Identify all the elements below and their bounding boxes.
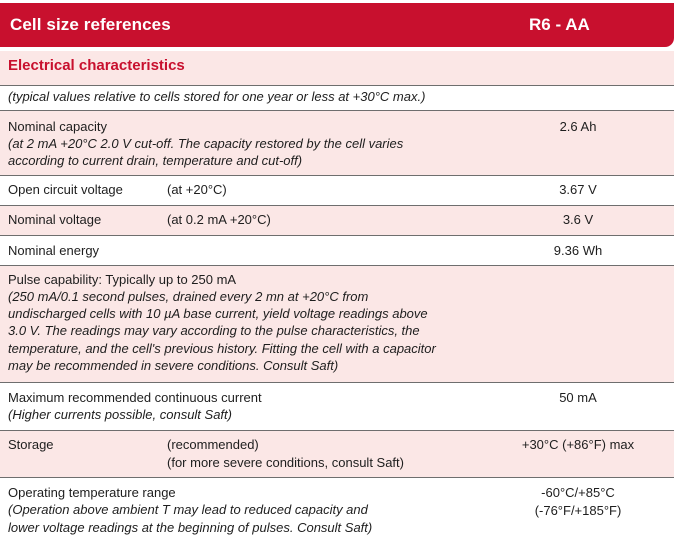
pulse-detail: may be recommended in severe conditions. Consult Saft) — [8, 358, 339, 373]
row-open-circuit-voltage — [0, 175, 674, 205]
pulse-detail: (250 mA/0.1 second pulses, drained every 2 mn at +20°C from — [8, 289, 369, 304]
energy-value: 9.36 Wh — [553, 243, 603, 258]
voltage-label: Nominal voltage — [8, 212, 102, 227]
energy-label: Nominal energy — [8, 243, 100, 258]
header-bar — [0, 3, 674, 47]
row-nominal-capacity — [0, 110, 674, 175]
section-title: Electrical characteristics — [8, 57, 185, 74]
row-nominal-voltage — [0, 205, 674, 235]
header-reference: R6 - AA — [529, 15, 590, 34]
row-operating-temperature — [0, 477, 674, 554]
row-max-current — [0, 382, 674, 430]
storage-condition: (recommended) — [167, 437, 259, 452]
storage-label: Storage — [8, 437, 54, 452]
voltage-condition: (at 0.2 mA +20°C) — [167, 212, 271, 227]
pulse-detail: 3.0 V. The readings may vary according to the pulse characteristics, the — [8, 323, 420, 338]
storage-condition: (for more severe conditions, consult Saft) — [167, 455, 404, 470]
capacity-detail: according to current drain, temperature and cut-off) — [8, 153, 303, 168]
storage-value: +30°C (+86°F) max — [521, 437, 635, 452]
row-pulse-capability — [0, 265, 674, 382]
op-temp-label: Operating temperature range — [8, 485, 176, 500]
capacity-value: 2.6 Ah — [559, 119, 597, 134]
max-current-detail: (Higher currents possible, consult Saft) — [8, 407, 232, 422]
capacity-detail: (at 2 mA +20°C 2.0 V cut-off. The capacity restored by the cell varies — [8, 136, 404, 151]
max-current-label: Maximum recommended continuous current — [8, 390, 262, 405]
max-current-value: 50 mA — [559, 390, 597, 405]
ocv-label: Open circuit voltage — [8, 182, 123, 197]
row-nominal-energy — [0, 235, 674, 265]
pulse-detail: undischarged cells with 10 µA base current, yield voltage readings above — [8, 306, 428, 321]
header-title: Cell size references — [10, 15, 171, 34]
capacity-label: Nominal capacity — [8, 119, 107, 134]
pulse-detail: temperature, and the cell's previous history. Fitting the cell with a capacitor — [8, 341, 436, 356]
note-row — [0, 85, 674, 110]
section-header — [0, 51, 674, 85]
voltage-value: 3.6 V — [562, 212, 594, 227]
op-temp-value: -60°C/+85°C — [541, 485, 615, 500]
pulse-label: Pulse capability: Typically up to 250 mA — [8, 272, 237, 287]
op-temp-value: (-76°F/+185°F) — [534, 503, 622, 518]
op-temp-detail: (Operation above ambient T may lead to reduced capacity and — [8, 502, 368, 517]
op-temp-detail: lower voltage readings at the beginning of pulses. Consult Saft) — [8, 520, 373, 535]
row-storage — [0, 430, 674, 477]
note-text: (typical values relative to cells stored for one year or less at +30°C max.) — [8, 89, 426, 104]
ocv-condition: (at +20°C) — [167, 182, 227, 197]
ocv-value: 3.67 V — [559, 182, 597, 197]
